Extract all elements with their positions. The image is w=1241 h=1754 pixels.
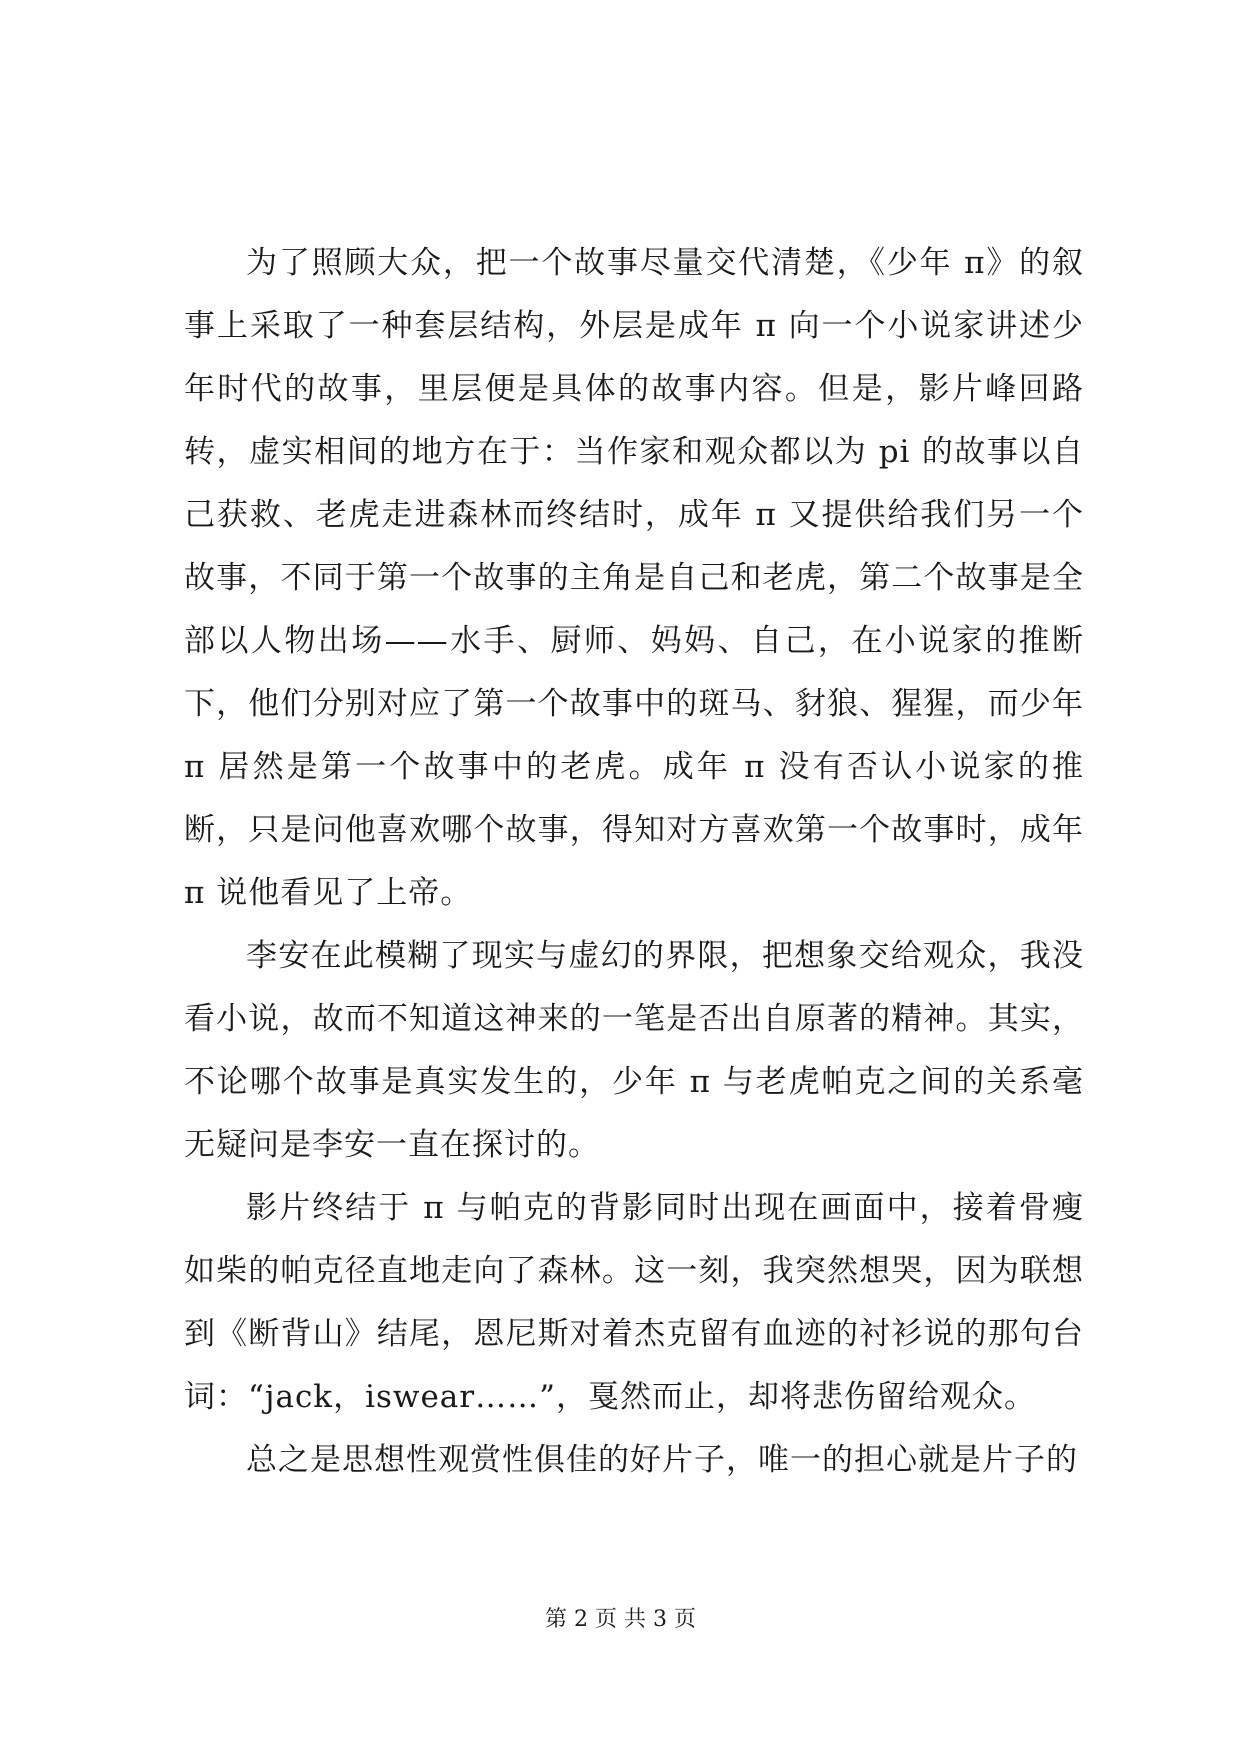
paragraph-3: 影片终结于 π 与帕克的背影同时出现在画面中，接着骨瘦如柴的帕克径直地走向了森林。这一刻，我突然想哭，因为联想到《断背山》结尾，恩尼斯对着杰克留有血迹的衬衫说的那句台词：“jack，iswear……”，戛然而止，却将悲伤留给观众。	[184, 1190, 1084, 1415]
paragraph-1: 为了照顾大众，把一个故事尽量交代清楚，《少年 π》的叙事上采取了一种套层结构，外层是成年 π 向一个小说家讲述少年时代的故事，里层便是具体的故事内容。但是，影片峰回路转，虚实相间的地方在于：当作家和观众都以为 pi 的故事以自己获救、老虎走进森林而终结时，成年 π 又提供给我们另一个故事，不同于第一个故事的主角是自己和老虎，第二个故事是全部以人物出场——水手、厨师、妈妈、自己，在小说家的推断下，他们分别对应了第一个故事中的斑马、豺狼、猩猩，而少年 π 居然是第一个故事中的老虎。成年 π 没有否认小说家的推断，只是问他喜欢哪个故事，得知对方喜欢第一个故事时，成年 π 说他看见了上帝。	[184, 245, 1084, 911]
paragraph-2: 李安在此模糊了现实与虚幻的界限，把想象交给观众，我没看小说，故而不知道这神来的一笔是否出自原著的精神。其实，不论哪个故事是真实发生的，少年 π 与老虎帕克之间的关系毫无疑问是李安一直在探讨的。	[184, 938, 1084, 1163]
page-number-footer: 第 2 页 共 3 页	[545, 1607, 696, 1632]
document-body	[184, 232, 1084, 1492]
paragraph-4: 总之是思想性观赏性俱佳的好片子，唯一的担心就是片子的	[246, 1442, 1078, 1478]
